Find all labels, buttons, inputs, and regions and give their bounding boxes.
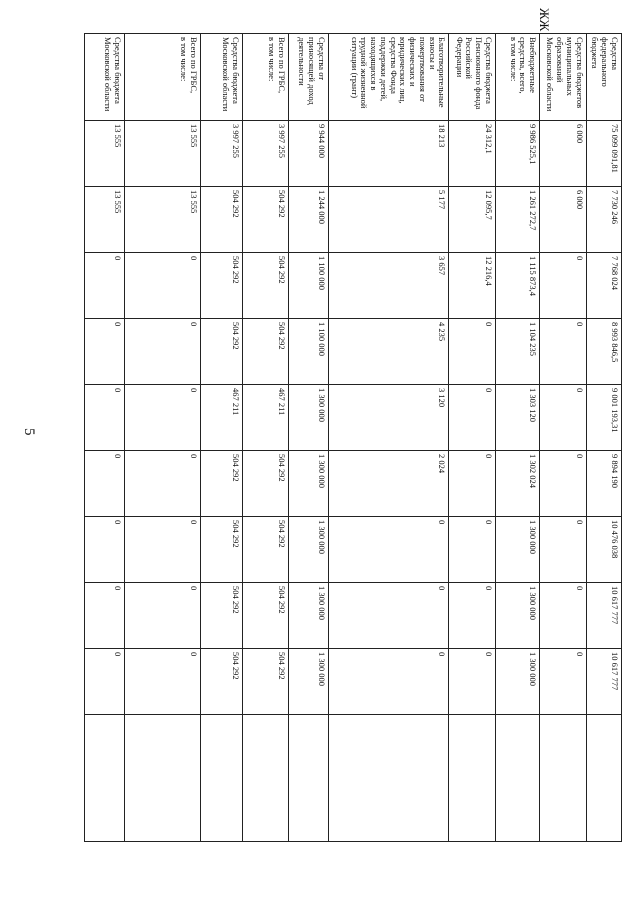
value-cell: 75 099 091,81 <box>586 121 621 187</box>
empty-cell <box>288 715 328 842</box>
value-cell: 504 292 <box>243 451 288 517</box>
value-cell: 504 292 <box>200 583 242 649</box>
value-cell: 0 <box>540 583 586 649</box>
value-cell: 6 000 <box>540 121 586 187</box>
value-cell: 0 <box>540 253 586 319</box>
value-cell: 0 <box>449 451 495 517</box>
value-cell: 0 <box>125 385 201 451</box>
row-label: Средства от приносящей доход деятельности <box>288 34 328 121</box>
value-cell: 9 944 000 <box>288 121 328 187</box>
value-cell: 0 <box>85 385 125 451</box>
value-cell: 1 300 000 <box>288 649 328 715</box>
empty-cell <box>449 715 495 842</box>
value-cell: 3 997 255 <box>200 121 242 187</box>
value-cell: 1 300 000 <box>288 385 328 451</box>
value-cell: 0 <box>449 649 495 715</box>
table-row <box>288 34 328 842</box>
value-cell: 0 <box>449 385 495 451</box>
empty-cell <box>125 715 201 842</box>
value-cell: 1 261 272,7 <box>495 187 539 253</box>
value-cell: 9 986 525,1 <box>495 121 539 187</box>
value-cell: 1 300 000 <box>495 583 539 649</box>
value-cell: 6 000 <box>540 187 586 253</box>
value-cell: 7 730 246 <box>586 187 621 253</box>
value-cell: 10 476 038 <box>586 517 621 583</box>
value-cell: 1 300 000 <box>288 451 328 517</box>
row-label: Средства бюджета Пенсионного фонда Российской Федерации <box>449 34 495 121</box>
value-cell: 504 292 <box>243 253 288 319</box>
value-cell: 0 <box>540 451 586 517</box>
value-cell: 3 997 255 <box>243 121 288 187</box>
value-cell: 0 <box>125 319 201 385</box>
value-cell: 0 <box>540 385 586 451</box>
value-cell: 0 <box>328 517 449 583</box>
value-cell: 467 211 <box>200 385 242 451</box>
row-label: Средства бюджета Московской области <box>85 34 125 121</box>
value-cell: 2 024 <box>328 451 449 517</box>
value-cell: 504 292 <box>200 517 242 583</box>
value-cell: 18 213 <box>328 121 449 187</box>
row-label: Всего по ГРБС, в том числе: <box>125 34 201 121</box>
table-row <box>449 34 495 842</box>
value-cell: 9 894 190 <box>586 451 621 517</box>
row-label: Благотворительные взносы и пожертвования от физических и юридических лиц, средства Фонда поддержки детей, находящихся в трудной жизненной ситуации (грант) <box>328 34 449 121</box>
value-cell: 0 <box>125 451 201 517</box>
empty-cell <box>85 715 125 842</box>
value-cell: 0 <box>85 319 125 385</box>
value-cell: 1 303 120 <box>495 385 539 451</box>
value-cell: 504 292 <box>243 649 288 715</box>
value-cell: 0 <box>125 583 201 649</box>
value-cell: 0 <box>85 253 125 319</box>
row-label: Всего по ГРБС, в том числе: <box>243 34 288 121</box>
value-cell: 0 <box>85 583 125 649</box>
value-cell: 504 292 <box>243 583 288 649</box>
value-cell: 0 <box>125 253 201 319</box>
value-cell: 8 993 846,5 <box>586 319 621 385</box>
value-cell: 0 <box>449 517 495 583</box>
empty-cell <box>495 715 539 842</box>
value-cell: 504 292 <box>200 451 242 517</box>
value-cell: 0 <box>540 649 586 715</box>
value-cell: 1 302 024 <box>495 451 539 517</box>
value-cell: 3 657 <box>328 253 449 319</box>
funding-table-rotated <box>84 33 622 771</box>
value-cell: 504 292 <box>243 319 288 385</box>
value-cell: 0 <box>85 451 125 517</box>
funding-table <box>84 33 622 842</box>
value-cell: 0 <box>85 517 125 583</box>
value-cell: 13 555 <box>125 121 201 187</box>
empty-cell <box>540 715 586 842</box>
corner-mark: ЖЖ <box>537 8 552 32</box>
page-number: 5 <box>21 428 37 436</box>
value-cell: 1 300 000 <box>288 517 328 583</box>
value-cell: 10 617 777 <box>586 583 621 649</box>
value-cell: 467 211 <box>243 385 288 451</box>
value-cell: 0 <box>540 517 586 583</box>
value-cell: 10 617 777 <box>586 649 621 715</box>
value-cell: 5 177 <box>328 187 449 253</box>
value-cell: 0 <box>328 583 449 649</box>
value-cell: 1 100 000 <box>288 319 328 385</box>
value-cell: 0 <box>328 649 449 715</box>
value-cell: 504 292 <box>200 253 242 319</box>
table-row <box>328 34 449 842</box>
value-cell: 13 555 <box>125 187 201 253</box>
empty-cell <box>586 715 621 842</box>
value-cell: 0 <box>85 649 125 715</box>
row-label: Средства бюджета Московской области <box>200 34 242 121</box>
value-cell: 1 115 873,4 <box>495 253 539 319</box>
value-cell: 7 768 024 <box>586 253 621 319</box>
value-cell: 0 <box>125 649 201 715</box>
row-label: Внебюджетные средства, всего, в том числе: <box>495 34 539 121</box>
empty-cell <box>200 715 242 842</box>
value-cell: 1 104 235 <box>495 319 539 385</box>
value-cell: 504 292 <box>243 517 288 583</box>
row-label: Средства федерального бюджета <box>586 34 621 121</box>
value-cell: 504 292 <box>200 319 242 385</box>
value-cell: 12 095,7 <box>449 187 495 253</box>
value-cell: 1 100 000 <box>288 253 328 319</box>
table-row <box>200 34 242 842</box>
value-cell: 4 235 <box>328 319 449 385</box>
value-cell: 504 292 <box>200 649 242 715</box>
table-row <box>495 34 539 842</box>
value-cell: 24 312,1 <box>449 121 495 187</box>
table-row <box>125 34 201 842</box>
value-cell: 3 120 <box>328 385 449 451</box>
value-cell: 1 300 000 <box>495 517 539 583</box>
value-cell: 0 <box>449 583 495 649</box>
value-cell: 13 555 <box>85 187 125 253</box>
value-cell: 0 <box>540 319 586 385</box>
value-cell: 1 300 000 <box>288 583 328 649</box>
value-cell: 12 216,4 <box>449 253 495 319</box>
table-row <box>85 34 125 842</box>
empty-cell <box>328 715 449 842</box>
table-row <box>243 34 288 842</box>
empty-cell <box>243 715 288 842</box>
value-cell: 0 <box>449 319 495 385</box>
table-row <box>540 34 586 842</box>
value-cell: 13 555 <box>85 121 125 187</box>
table-row <box>586 34 621 842</box>
value-cell: 1 244 000 <box>288 187 328 253</box>
value-cell: 0 <box>125 517 201 583</box>
row-label: Средства бюджетов муниципальных образований Московской области <box>540 34 586 121</box>
value-cell: 9 001 193,31 <box>586 385 621 451</box>
value-cell: 1 300 000 <box>495 649 539 715</box>
value-cell: 504 292 <box>200 187 242 253</box>
value-cell: 504 292 <box>243 187 288 253</box>
